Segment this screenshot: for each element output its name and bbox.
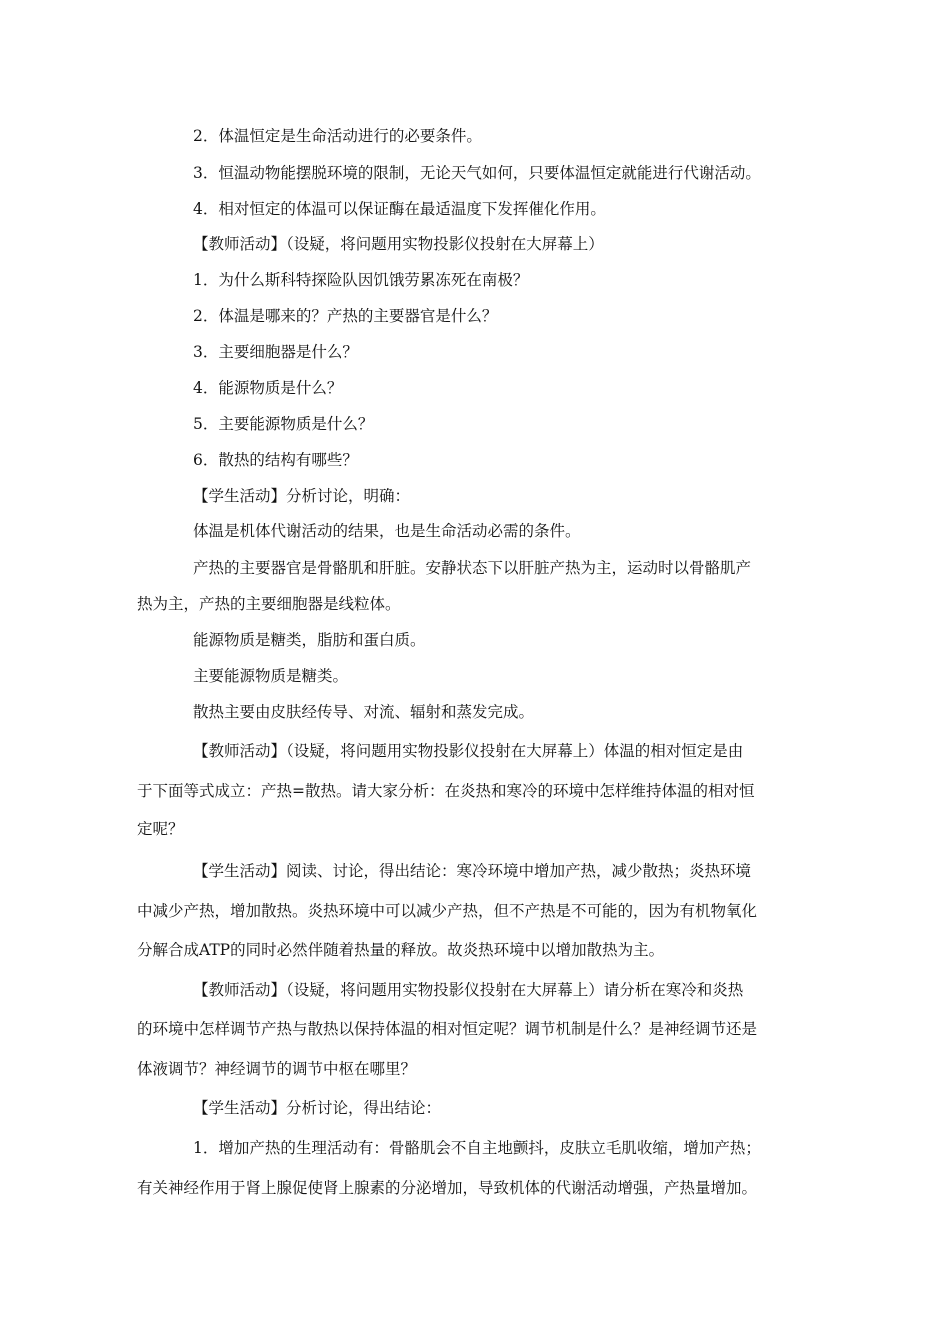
- line-2: 3．恒温动物能摆脱环境的限制，无论天气如何，只要体温恒定就能进行代谢活动。: [193, 164, 761, 182]
- line-6: 2．体温是哪来的？产热的主要器官是什么？: [193, 307, 498, 325]
- line-5: 1．为什么斯科特探险队因饥饿劳累冻死在南极？: [193, 271, 529, 289]
- line-20: 定呢？: [137, 820, 184, 838]
- line-21: 【学生活动】阅读、讨论，得出结论：寒冷环境中增加产热，减少散热；炎热环境: [193, 862, 752, 880]
- line-19: 于下面等式成立：产热=散热。请大家分析：在炎热和寒冷的环境中怎样维持体温的相对恒: [137, 782, 755, 800]
- line-23: 分解合成ATP的同时必然伴随着热量的释放。故炎热环境中以增加散热为主。: [137, 941, 665, 959]
- line-8: 4．能源物质是什么？: [193, 379, 343, 397]
- line-12: 体温是机体代谢活动的结果，也是生命活动必需的条件。: [193, 522, 581, 540]
- line-26: 体液调节？神经调节的调节中枢在哪里？: [137, 1060, 417, 1078]
- line-27: 【学生活动】分析讨论，得出结论：: [193, 1099, 442, 1117]
- line-25: 的环境中怎样调节产热与散热以保持体温的相对恒定呢？调节机制是什么？是神经调节还是: [137, 1020, 758, 1038]
- line-10: 6．散热的结构有哪些？: [193, 451, 358, 469]
- line-11: 【学生活动】分析讨论，明确：: [193, 487, 411, 505]
- line-4: 【教师活动】（设疑，将问题用实物投影仪投射在大屏幕上）: [193, 235, 604, 253]
- line-17: 散热主要由皮肤经传导、对流、辐射和蒸发完成。: [193, 703, 535, 721]
- line-3: 4．相对恒定的体温可以保证酶在最适温度下发挥催化作用。: [193, 200, 606, 218]
- line-29: 有关神经作用于肾上腺促使肾上腺素的分泌增加，导致机体的代谢活动增强，产热量增加。: [137, 1179, 758, 1197]
- line-15: 能源物质是糖类，脂肪和蛋白质。: [193, 631, 426, 649]
- line-18: 【教师活动】（设疑，将问题用实物投影仪投射在大屏幕上）体温的相对恒定是由: [193, 742, 744, 760]
- line-14: 热为主，产热的主要细胞器是线粒体。: [137, 595, 401, 613]
- line-13: 产热的主要器官是骨骼肌和肝脏。安静状态下以肝脏产热为主，运动时以骨骼肌产: [193, 559, 752, 577]
- line-22: 中减少产热，增加散热。炎热环境中可以减少产热，但不产热是不可能的，因为有机物氧化: [137, 902, 758, 920]
- line-24: 【教师活动】（设疑，将问题用实物投影仪投射在大屏幕上）请分析在寒冷和炎热: [193, 981, 744, 999]
- line-16: 主要能源物质是糖类。: [193, 667, 349, 685]
- line-1: 2．体温恒定是生命活动进行的必要条件。: [193, 127, 482, 145]
- line-28: 1．增加产热的生理活动有：骨骼肌会不自主地颤抖，皮肤立毛肌收缩，增加产热；: [193, 1139, 761, 1157]
- line-7: 3．主要细胞器是什么？: [193, 343, 358, 361]
- line-9: 5．主要能源物质是什么？: [193, 415, 374, 433]
